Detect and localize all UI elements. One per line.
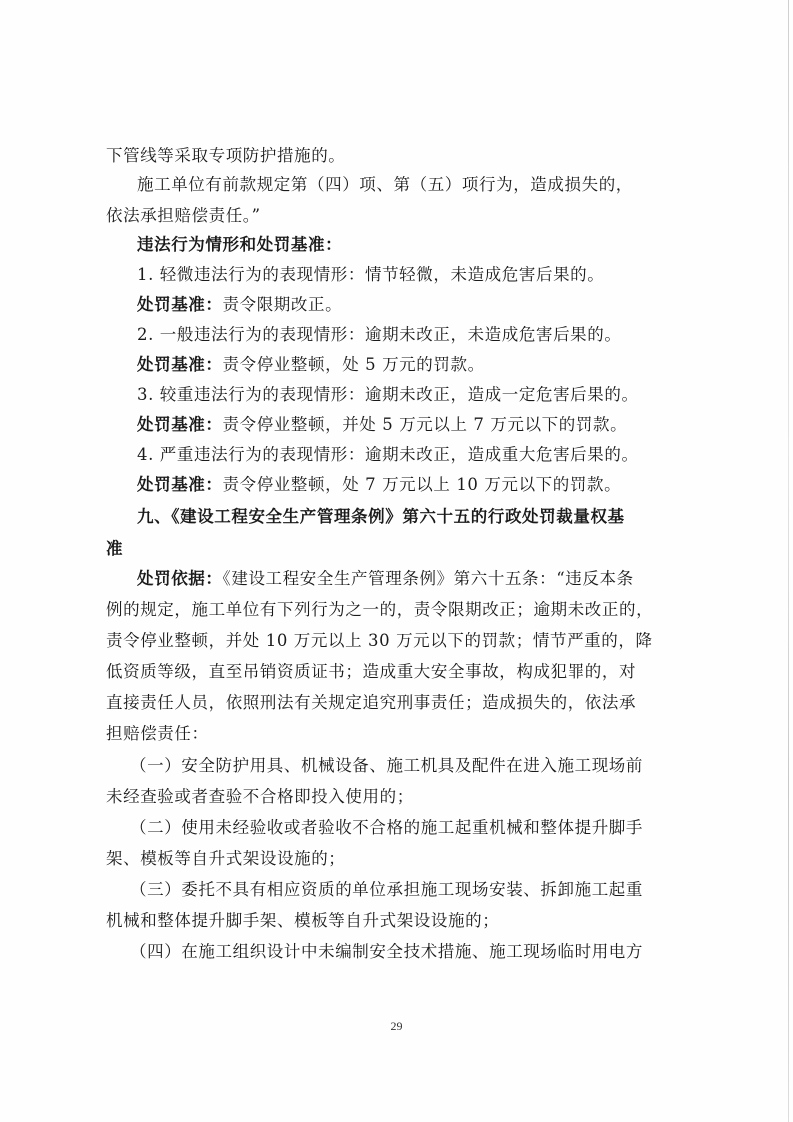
text-line xyxy=(106,692,636,714)
text-line xyxy=(130,755,643,777)
text-line xyxy=(130,879,643,901)
text-line xyxy=(130,817,643,839)
line-text: 责令限期改正。 xyxy=(222,295,343,314)
text-line xyxy=(130,941,643,963)
scan-edge-line xyxy=(788,0,789,1122)
text-line xyxy=(137,474,621,496)
text-line xyxy=(106,630,653,652)
text-line xyxy=(106,145,345,167)
line-text: 责令停业整顿，处 7 万元以上 10 万元以下的罚款。 xyxy=(222,475,622,494)
line-text: 3. 较重违法行为的表现情形：逾期未改正，造成一定危害后果的。 xyxy=(137,385,639,404)
line-text: 责令停业整顿，并处 5 万元以上 7 万元以下的罚款。 xyxy=(222,415,628,434)
section-title-continued xyxy=(106,538,123,560)
text-line xyxy=(106,786,414,808)
line-lead: 处罚基准： xyxy=(137,415,223,434)
text-line xyxy=(137,568,634,590)
text-line xyxy=(137,264,604,286)
line-text: 直接责任人员，依照刑法有关规定追究刑事责任；造成损失的，依法承 xyxy=(106,693,637,712)
line-text: 1. 轻微违法行为的表现情形：情节轻微，未造成危害后果的。 xyxy=(137,265,605,284)
line-text: 依法承担赔偿责任。” xyxy=(106,206,261,225)
line-text: 九、《建设工程安全生产管理条例》第六十五的行政处罚裁量权基 xyxy=(137,507,625,526)
page-number: 29 xyxy=(390,1019,403,1033)
line-text: 准 xyxy=(106,539,124,558)
line-text: （一）安全防护用具、机械设备、施工机具及配件在进入施工现场前 xyxy=(130,756,643,775)
text-line xyxy=(106,599,653,621)
line-text: 担赔偿责任： xyxy=(106,724,209,743)
section-title xyxy=(137,506,625,528)
line-text: （四）在施工组织设计中未编制安全技术措施、施工现场临时用电方 xyxy=(130,942,643,961)
line-text: 违法行为情形和处罚基准： xyxy=(137,235,343,254)
text-line xyxy=(106,723,209,745)
line-text: 架、模板等自升式架设设施的； xyxy=(106,849,346,868)
line-text: 低资质等级，直至吊销资质证书；造成重大安全事故，构成犯罪的，对 xyxy=(106,662,637,681)
line-text: 例的规定，施工单位有下列行为之一的，责令限期改正；逾期未改正的， xyxy=(106,600,654,619)
line-lead: 处罚依据： xyxy=(137,569,223,588)
line-text: 《建设工程安全生产管理条例》第六十五条：“违反本条 xyxy=(222,569,634,588)
line-lead: 处罚基准： xyxy=(137,295,223,314)
line-text: 责令停业整顿，处 5 万元的罚款。 xyxy=(222,355,485,374)
line-text: 机械和整体提升脚手架、模板等自升式架设设施的； xyxy=(106,911,500,930)
text-line xyxy=(106,205,261,227)
line-text: 下管线等采取专项防护措施的。 xyxy=(106,146,346,165)
text-line xyxy=(137,294,342,316)
line-text: 施工单位有前款规定第（四）项、第（五）项行为，造成损失的， xyxy=(137,175,633,194)
text-line xyxy=(106,848,345,870)
line-lead: 处罚基准： xyxy=(137,355,223,374)
text-line xyxy=(137,384,639,406)
section-heading xyxy=(137,234,342,256)
line-text: 未经查验或者查验不合格即投入使用的； xyxy=(106,787,414,806)
line-text: （二）使用未经验收或者验收不合格的施工起重机械和整体提升脚手 xyxy=(130,818,643,837)
line-text: 责令停业整顿，并处 10 万元以上 30 万元以下的罚款；情节严重的，降 xyxy=(106,631,653,650)
text-line xyxy=(137,444,639,466)
text-line xyxy=(106,661,636,683)
line-text: （三）委托不具有相应资质的单位承担施工现场安装、拆卸施工起重 xyxy=(130,880,643,899)
text-line xyxy=(137,174,633,196)
line-text: 2. 一般违法行为的表现情形：逾期未改正，未造成危害后果的。 xyxy=(137,325,622,344)
text-line xyxy=(137,324,622,346)
line-lead: 处罚基准： xyxy=(137,475,223,494)
text-line xyxy=(137,414,627,436)
text-line xyxy=(137,354,485,376)
line-text: 4. 严重违法行为的表现情形：逾期未改正，造成重大危害后果的。 xyxy=(137,445,639,464)
text-line xyxy=(106,910,499,932)
